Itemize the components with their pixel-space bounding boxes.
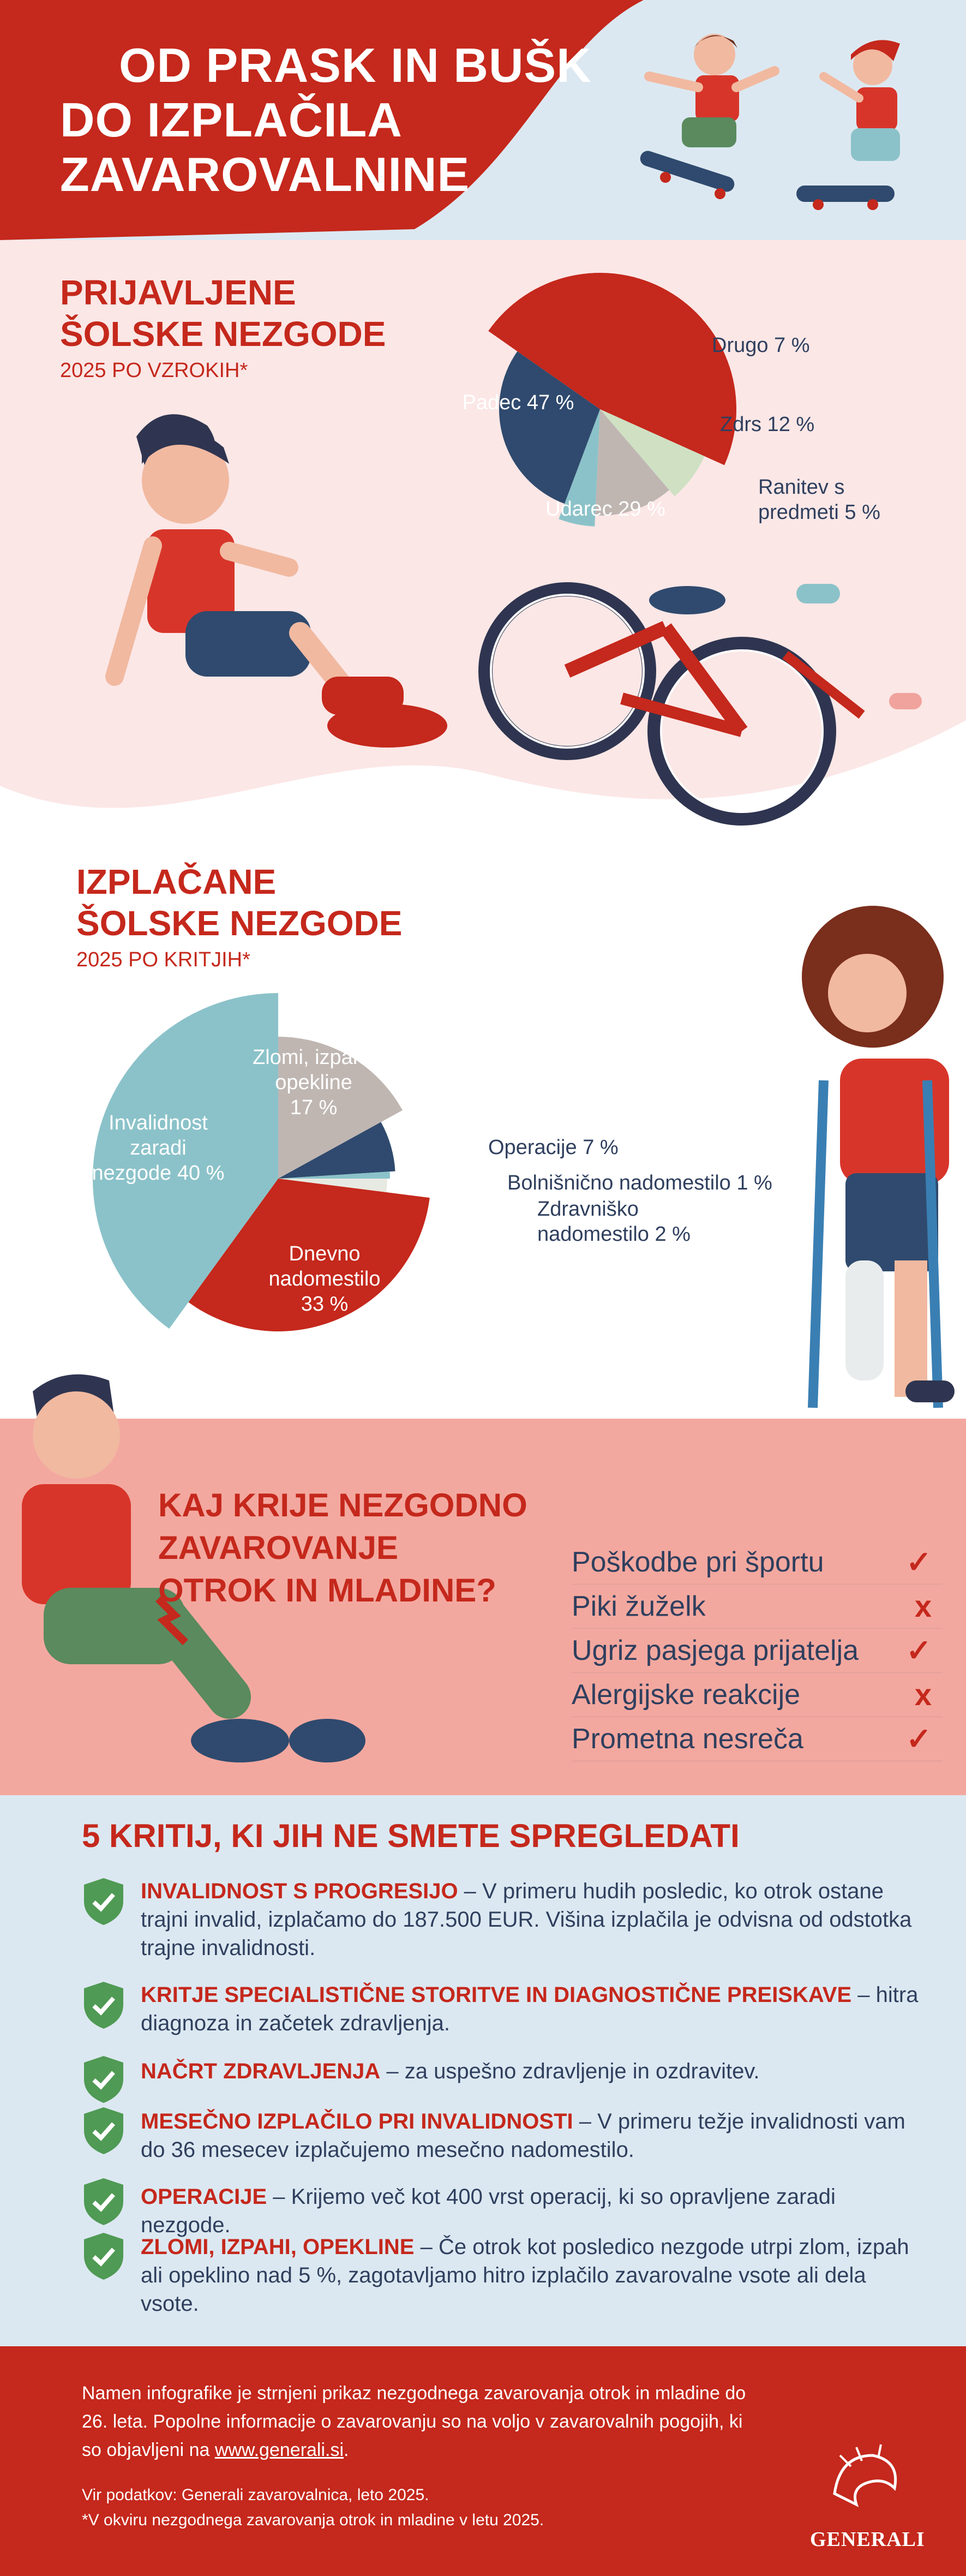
pie-slice-label: Dnevno xyxy=(289,1242,361,1265)
pie-slice-label: Drugo 7 % xyxy=(712,334,810,357)
pie-slice-label: Operacije 7 % xyxy=(488,1136,619,1159)
check-icon: ✓ xyxy=(906,1545,932,1579)
footer-disclaimer-end: . xyxy=(344,2440,349,2460)
criteria-item-text: – hitra diagnoza in začetek zdravljenja. xyxy=(141,1983,919,2035)
pie-slice-label: Padec 47 % xyxy=(462,391,574,414)
pie-slice-label: nadomestilo 2 % xyxy=(537,1223,691,1246)
generali-website-link[interactable]: www.generali.si xyxy=(214,2440,344,2460)
coverage-item-label: Piki žuželk xyxy=(572,1591,706,1622)
shield-check-icon xyxy=(82,2232,125,2281)
shield-check-icon xyxy=(82,1981,125,2030)
coverage-title-line-1: KAJ KRIJE NEZGODNO xyxy=(158,1487,527,1523)
pie-slice-label: opekline xyxy=(275,1071,352,1094)
coverage-item xyxy=(572,1629,943,1673)
pie-slice-label: nezgode 40 % xyxy=(92,1162,225,1185)
footer-disclaimer-text: Namen infografike je strnjeni prikaz nezgodnega zavarovanja otrok in mladine do 26. leta. Popolne informacije o zavarovanju so na voljo v zavarovalnih pogojih, ki so objavljeni na xyxy=(82,2383,746,2460)
girl-crutches-illustration xyxy=(764,900,966,1413)
coverage-item xyxy=(572,1585,943,1629)
criteria-title: 5 KRITIJ, KI JIH NE SMETE SPREGLEDATI xyxy=(82,1818,740,1854)
section-criteria xyxy=(0,1795,966,2346)
cross-icon: x xyxy=(914,1589,932,1623)
coverage-item xyxy=(572,1718,943,1762)
sitting-boy-illustration xyxy=(82,404,485,797)
coverage-title-line-2: ZAVAROVANJE xyxy=(158,1529,399,1566)
pie-slice-label: Ranitev s xyxy=(758,476,845,499)
footer-note: *V okviru nezgodnega zavarovanja otrok in mladine v letu 2025. xyxy=(82,2511,544,2529)
generali-logo-text: GENERALI xyxy=(810,2528,925,2551)
coverage-item xyxy=(572,1673,943,1718)
coverage-item-label: Alergijske reakcije xyxy=(572,1679,801,1711)
section1-title-line-1: PRIJAVLJENE xyxy=(60,273,296,312)
title-line-1: OD PRASK IN BUŠK xyxy=(119,38,592,92)
pie-slice-label: Bolnišnično nadomestilo 1 % xyxy=(507,1172,772,1194)
pie-slice-label: Invalidnost xyxy=(109,1111,208,1134)
criteria-item xyxy=(141,2107,926,2164)
criteria-item-head: MESEČNO IZPLAČILO PRI INVALIDNOSTI xyxy=(141,2109,573,2133)
criteria-item xyxy=(141,1981,926,2037)
check-icon: ✓ xyxy=(906,1722,932,1756)
pie-slice-label: nadomestilo xyxy=(268,1268,381,1290)
pie-chart-coverage xyxy=(22,982,772,1353)
shield-check-icon xyxy=(82,2055,125,2104)
section-coverage xyxy=(0,1419,966,1795)
shield-check-icon xyxy=(82,1877,125,1926)
section1-title-line-2: ŠOLSKE NEZGODE xyxy=(60,314,386,354)
criteria-item xyxy=(141,1877,926,1962)
criteria-item-head: INVALIDNOST S PROGRESIJO xyxy=(141,1879,458,1903)
coverage-item-label: Poškodbe pri športu xyxy=(572,1546,824,1578)
criteria-item xyxy=(141,2057,926,2085)
skater-boy xyxy=(638,34,775,199)
bicycle-illustration xyxy=(458,557,949,829)
title-line-2: DO IZPLAČILA xyxy=(60,93,403,147)
coverage-item xyxy=(572,1541,943,1585)
coverage-title xyxy=(158,1484,527,1612)
criteria-item xyxy=(141,2233,926,2318)
pie-slice-label: Zlomi, izpahi, xyxy=(253,1046,375,1069)
skateboarders-illustration xyxy=(616,11,944,229)
pie-slice-label: Udarec 29 % xyxy=(545,498,665,521)
pie-slice-label: predmeti 5 % xyxy=(758,501,880,524)
criteria-item-head: ZLOMI, IZPAHI, OPEKLINE xyxy=(141,2235,415,2259)
pie-slice-label: 17 % xyxy=(290,1096,338,1119)
criteria-item-head: NAČRT ZDRAVLJENJA xyxy=(141,2059,381,2083)
criteria-item-text: – za uspešno zdravljenje in ozdravitev. xyxy=(380,2059,760,2083)
shield-check-icon xyxy=(82,2106,125,2155)
skater-girl xyxy=(796,40,900,210)
section-reported-accidents xyxy=(0,240,966,840)
criteria-item-head: OPERACIJE xyxy=(141,2185,267,2209)
section-paid-accidents xyxy=(0,840,966,1419)
pie-slice-label: Zdravniško xyxy=(537,1198,639,1221)
pie-slice-label: zaradi xyxy=(130,1137,187,1160)
section2-subtitle: 2025 PO KRITJIH* xyxy=(76,948,250,971)
footer-source: Vir podatkov: Generali zavarovalnica, leto 2025. xyxy=(82,2486,429,2504)
cross-icon: x xyxy=(914,1677,932,1712)
footer xyxy=(0,2346,966,2576)
coverage-title-line-3: OTROK IN MLADINE? xyxy=(158,1572,496,1609)
pie-slice-label: Zdrs 12 % xyxy=(720,413,815,436)
criteria-item-text: – V primeru težje invalidnosti vam do 36 mesecev izplačujemo mesečno nadomestilo. xyxy=(141,2109,905,2162)
coverage-item-label: Ugriz pasjega prijatelja xyxy=(572,1635,859,1666)
pie-slice-label: 33 % xyxy=(301,1293,349,1316)
criteria-item-text: – V primeru hudih posledic, ko otrok ostane trajni invalid, izplačamo do 187.500 EUR. Višina izplačila je odvisna od odstotka trajne invalidnosti. xyxy=(141,1879,912,1960)
section2-title-line-2: ŠOLSKE NEZGODE xyxy=(76,904,403,943)
coverage-item-label: Prometna nesreča xyxy=(572,1723,803,1755)
footer-disclaimer xyxy=(82,2379,764,2464)
section1-subtitle: 2025 PO VZROKIH* xyxy=(60,359,248,382)
generali-lion-logo xyxy=(818,2444,911,2526)
criteria-item xyxy=(141,2183,926,2239)
criteria-item-head: KRITJE SPECIALISTIČNE STORITVE IN DIAGNOSTIČNE PREISKAVE xyxy=(141,1983,852,2007)
criteria-item-text: – Če otrok kot posledico nezgode utrpi zlom, izpah ali opeklino nad 5 %, zagotavljamo hitro izplačilo zavarovalne vsote ali dela vsote. xyxy=(141,2235,909,2316)
check-icon: ✓ xyxy=(906,1633,932,1667)
section2-title-line-1: IZPLAČANE xyxy=(76,862,277,901)
shield-check-icon xyxy=(82,2177,125,2226)
criteria-item-text: – Krijemo več kot 400 vrst operacij, ki so opravljene zaradi nezgode. xyxy=(141,2185,836,2237)
title-line-3: ZAVAROVALNINE xyxy=(60,147,470,201)
header xyxy=(0,0,966,240)
